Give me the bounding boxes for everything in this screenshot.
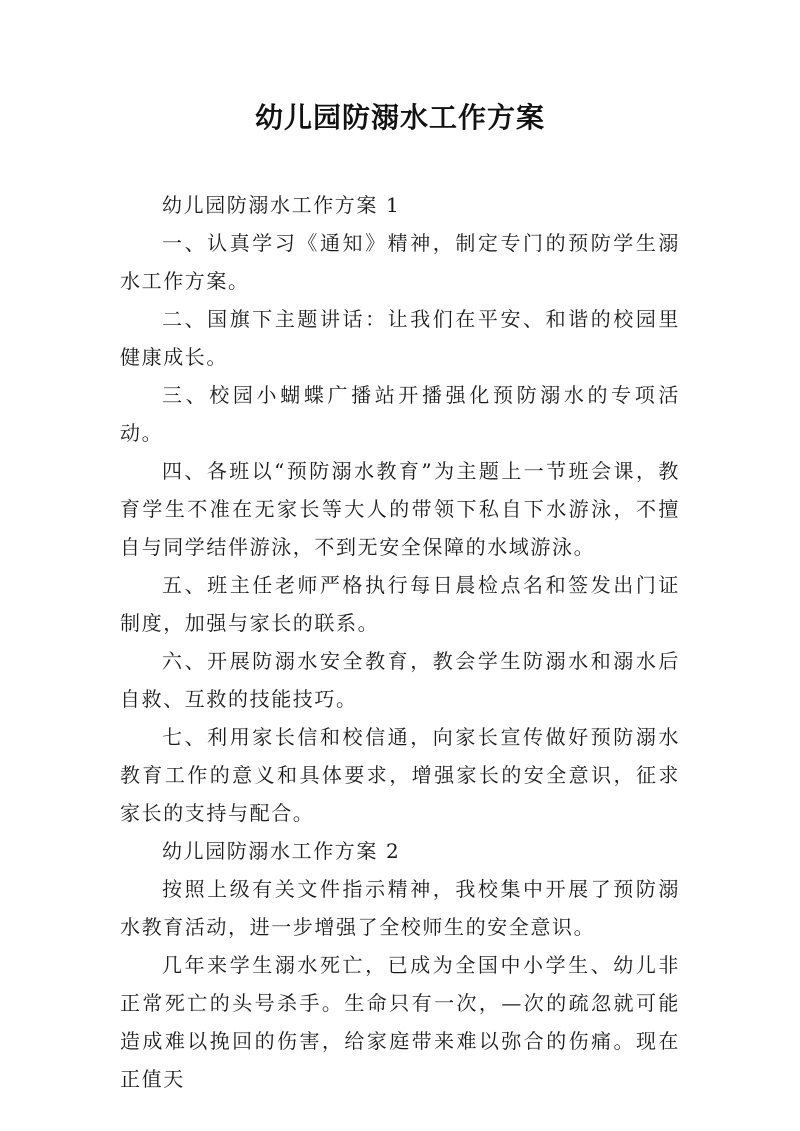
paragraph-item-7: 七、利用家长信和校信通，向家长宣传做好预防溺水教育工作的意义和具体要求，增强家长的安全意识，征求家长的支持与配合。 [120,725,680,825]
document-title: 幼儿园防溺水工作方案 [254,101,545,134]
section-heading-1: 幼儿园防溺水工作方案 1 [162,193,401,217]
paragraph-item-3: 三、校园小蝴蝶广播站开播强化预防溺水的专项活动。 [120,383,680,445]
document-body [120,186,680,1098]
paragraph-item-2: 二、国旗下主题讲话：让我们在平安、和谐的校园里健康成长。 [120,307,680,369]
section-heading-2: 幼儿园防溺水工作方案 2 [162,839,401,863]
paragraph-item-6: 六、开展防溺水安全教育，教会学生防溺水和溺水后自救、互救的技能技巧。 [120,649,680,711]
paragraph-intro: 按照上级有关文件指示精神，我校集中开展了预防溺水教育活动，进一步增强了全校师生的安全意识。 [120,877,680,939]
paragraph-item-4: 四、各班以“预防溺水教育”为主题上一节班会课，教育学生不准在无家长等大人的带领下私自下水游泳，不擅自与同学结伴游泳，不到无安全保障的水域游泳。 [120,459,680,559]
paragraph-background: 几年来学生溺水死亡，已成为全国中小学生、幼儿非正常死亡的头号杀手。生命只有一次，—次的疏忽就可能造成难以挽回的伤害，给家庭带来难以弥合的伤痛。现在正值天 [120,953,680,1091]
paragraph-item-1: 一、认真学习《通知》精神，制定专门的预防学生溺水工作方案。 [120,231,680,293]
paragraph-item-5: 五、班主任老师严格执行每日晨检点名和签发出门证制度，加强与家长的联系。 [120,573,680,635]
